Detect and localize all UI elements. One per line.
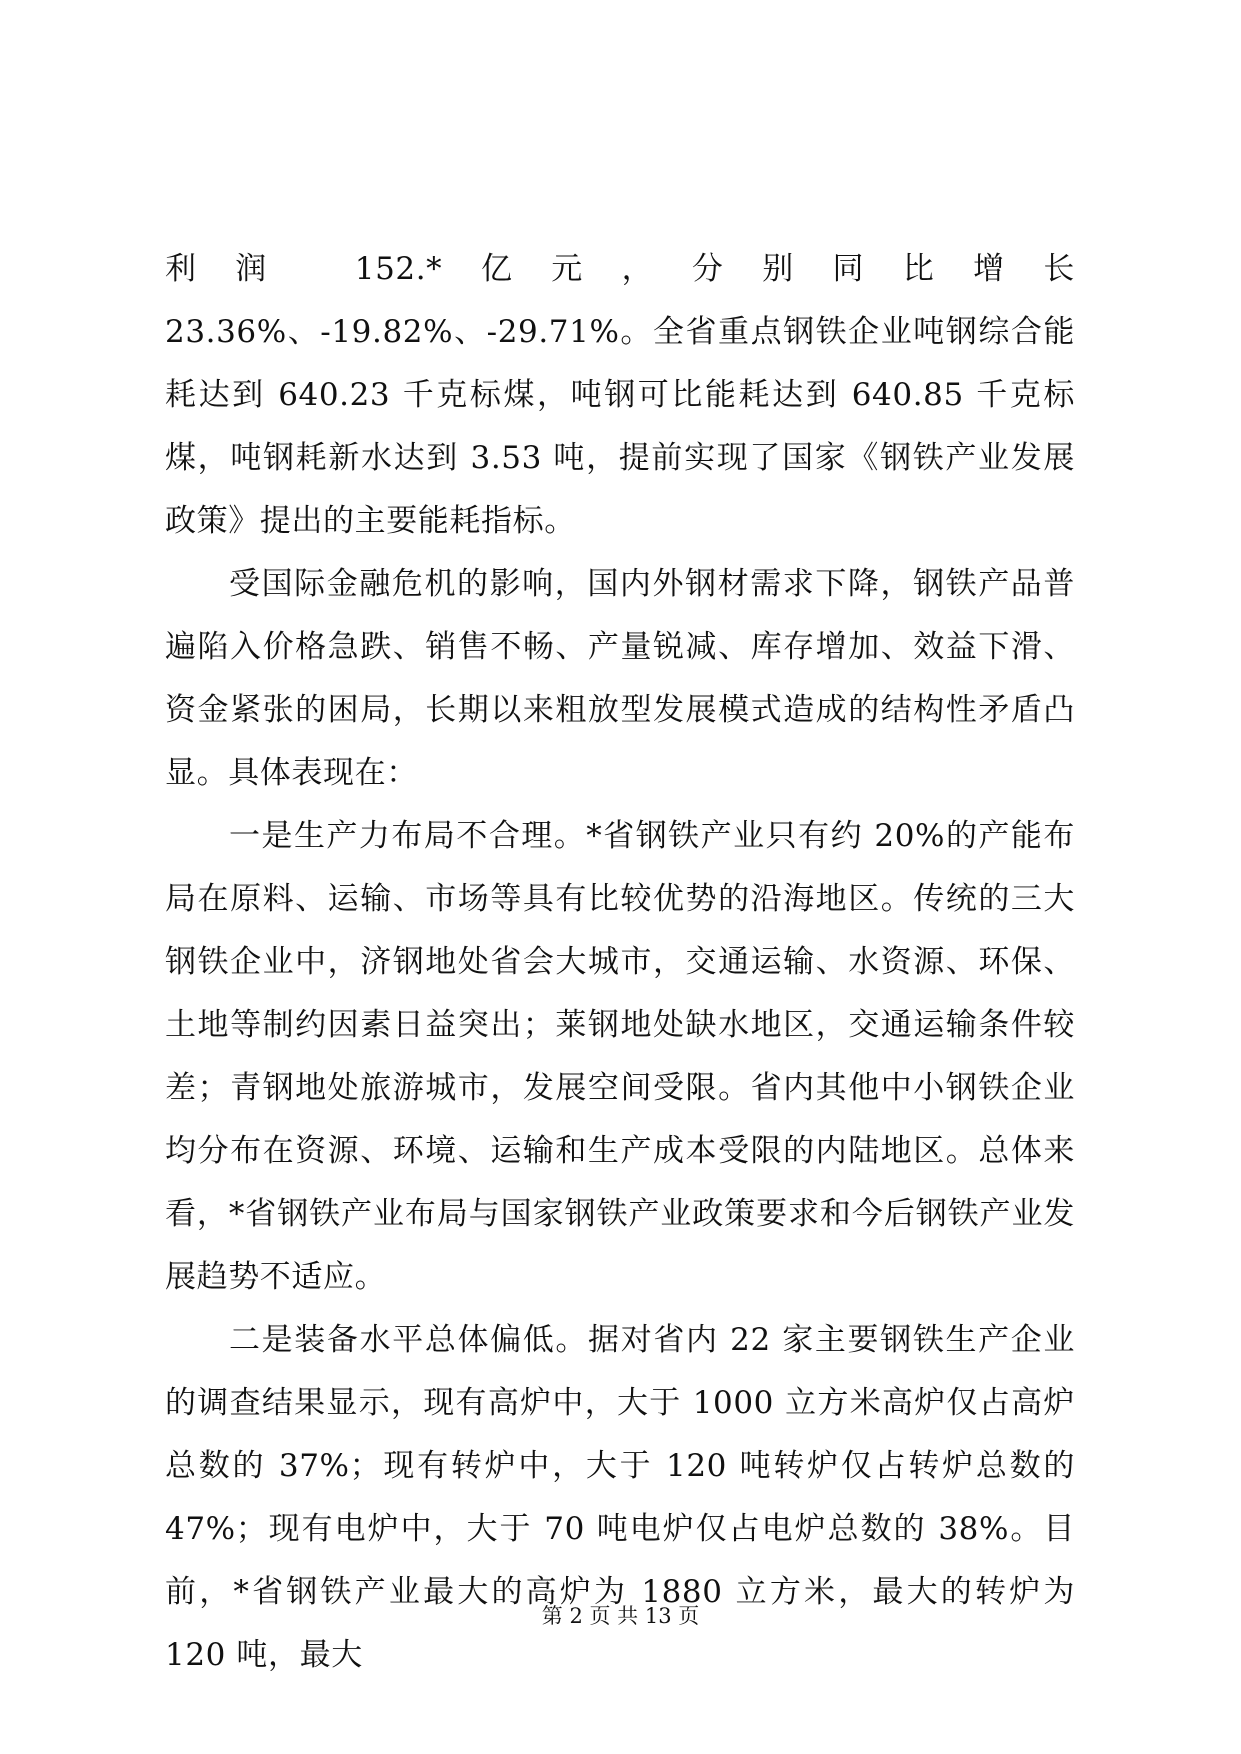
document-body xyxy=(165,238,1075,1687)
paragraph-2: 受国际金融危机的影响，国内外钢材需求下降，钢铁产品普遍陷入价格急跌、销售不畅、产量锐减、库存增加、效益下滑、资金紧张的困局，长期以来粗放型发展模式造成的结构性矛盾凸显。具体表现在： xyxy=(165,566,1075,791)
page-footer xyxy=(0,1602,1241,1630)
paragraph-1: 利润 152.*亿元，分别同比增长 23.36%、-19.82%、-29.71%。全省重点钢铁企业吨钢综合能耗达到 640.23 千克标煤，吨钢可比能耗达到 640.85 千克标煤，吨钢耗新水达到 3.53 吨，提前实现了国家《钢铁产业发展政策》提出的主要能耗指标。 xyxy=(165,251,1075,539)
page-number: 第 2 页 共 13 页 xyxy=(541,1604,700,1628)
paragraph-3: 一是生产力布局不合理。*省钢铁产业只有约 20%的产能布局在原料、运输、市场等具有比较优势的沿海地区。传统的三大钢铁企业中，济钢地处省会大城市，交通运输、水资源、环保、土地等制约因素日益突出；莱钢地处缺水地区，交通运输条件较差；青钢地处旅游城市，发展空间受限。省内其他中小钢铁企业均分布在资源、环境、运输和生产成本受限的内陆地区。总体来看，*省钢铁产业布局与国家钢铁产业政策要求和今后钢铁产业发展趋势不适应。 xyxy=(165,818,1075,1295)
paragraph-4: 二是装备水平总体偏低。据对省内 22 家主要钢铁生产企业的调查结果显示，现有高炉中，大于 1000 立方米高炉仅占高炉总数的 37%；现有转炉中，大于 120 吨转炉仅占转炉总数的 47%；现有电炉中，大于 70 吨电炉仅占电炉总数的 38%。目前，*省钢铁产业最大的高炉为 1880 立方米，最大的转炉为 120 吨，最大 xyxy=(165,1322,1075,1673)
